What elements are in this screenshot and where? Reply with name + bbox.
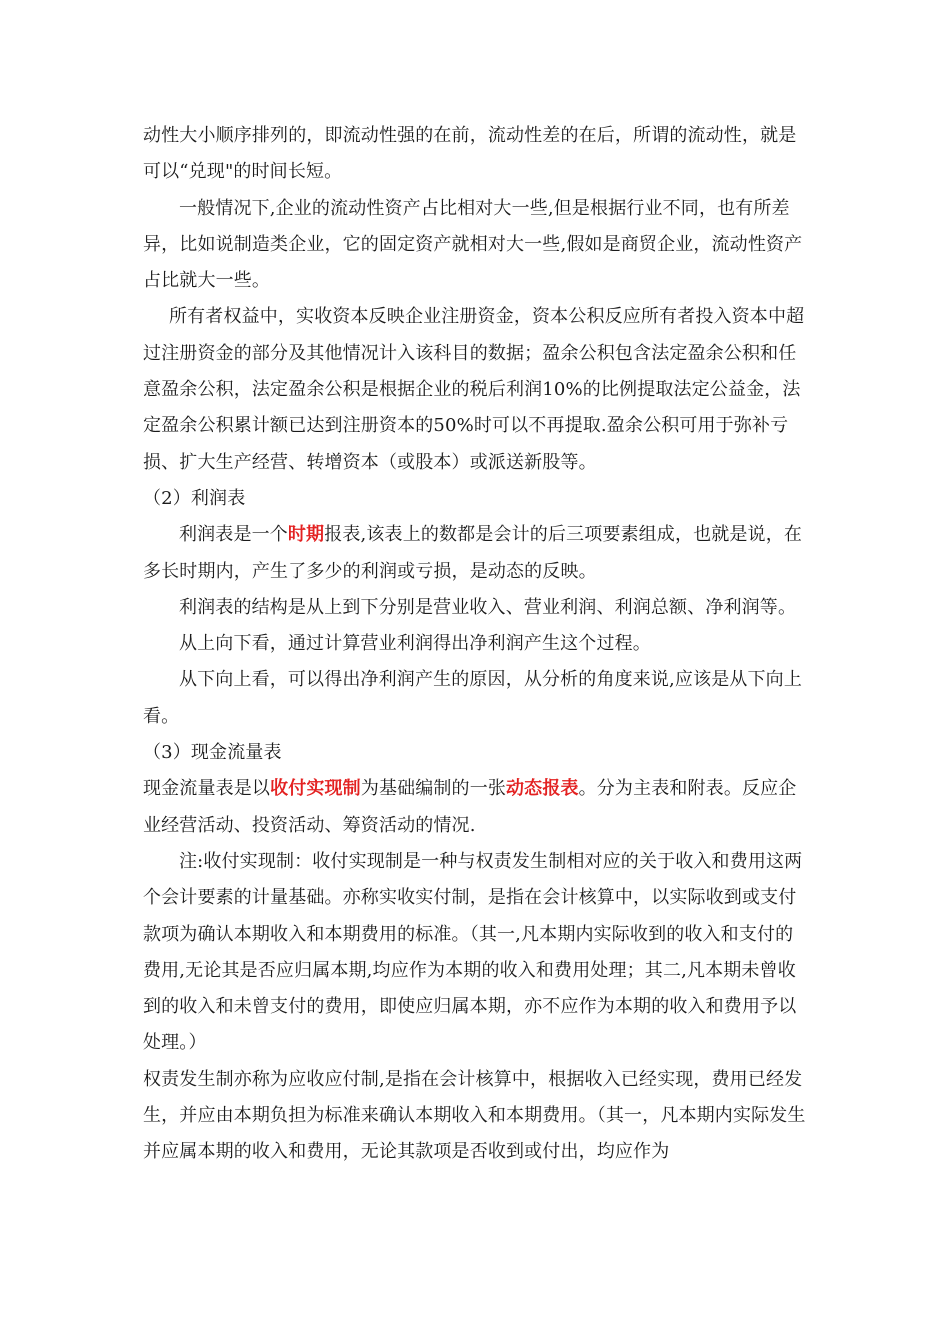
text-run: 利润表是一个 bbox=[179, 524, 288, 546]
text-run: 利润表的结构是从上到下分别是营业收入、营业利润、利润总额、净利润等。 bbox=[179, 596, 797, 618]
highlighted-term: 时期 bbox=[287, 524, 325, 546]
text-run: 现金流量表是以 bbox=[143, 778, 271, 800]
text-run: 权责发生制亦称为应收应付制,是指在会计核算中，根据收入已经实现，费用已经发生，并应由本期负担为标准来确认本期收入和本期费用。（其一，凡本期内实际发生并应属本期的收入和费用，无论其款项是否收到或付出，均应作为 bbox=[143, 1068, 806, 1163]
paragraph-p4 bbox=[143, 481, 811, 517]
paragraph-p12 bbox=[143, 1062, 811, 1171]
paragraph-p10 bbox=[143, 771, 811, 844]
text-run: 。分为主表和附表。反应企业经营活动、投资活动、筹资活动的情况. bbox=[143, 778, 797, 836]
text-run: （3）现金流量表 bbox=[143, 742, 282, 764]
paragraph-p5 bbox=[143, 517, 811, 590]
text-run: 从下向上看，可以得出净利润产生的原因，从分析的角度来说,应该是从下向上看。 bbox=[143, 669, 802, 727]
text-run: 一般情况下,企业的流动性资产占比相对大一些,但是根据行业不同，也有所差异，比如说制造类企业，它的固定资产就相对大一些,假如是商贸企业，流动性资产占比就大一些。 bbox=[143, 197, 803, 292]
paragraph-p6 bbox=[143, 590, 811, 626]
text-run: 报表,该表上的数都是会计的后三项要素组成，也就是说，在多长时期内，产生了多少的利润或亏损，是动态的反映。 bbox=[143, 524, 802, 582]
paragraph-p2 bbox=[143, 191, 811, 300]
paragraph-p9 bbox=[143, 735, 811, 771]
highlighted-term: 收付实现制 bbox=[270, 778, 361, 800]
paragraph-p8 bbox=[143, 662, 811, 735]
highlighted-term: 动态报表 bbox=[506, 778, 579, 800]
text-run: 动性大小顺序排列的，即流动性强的在前，流动性差的在后，所谓的流动性，就是可以“兑现"的时间长短。 bbox=[143, 125, 797, 183]
paragraph-p11 bbox=[143, 844, 811, 1062]
text-run: （2）利润表 bbox=[143, 487, 246, 509]
text-run: 所有者权益中，实收资本反映企业注册资金，资本公积反应所有者投入资本中超过注册资金的部分及其他情况计入该科目的数据；盈余公积包含法定盈余公积和任意盈余公积，法定盈余公积是根据企业的税后利润10%的比例提取法定公益金，法定盈余公积累计额已达到注册资本的50%时可以不再提取.盈余公积可用于弥补亏损、扩大生产经营、转增资本（或股本）或派送新股等。 bbox=[143, 306, 805, 473]
text-run: 注:收付实现制：收付实现制是一种与权责发生制相对应的关于收入和费用这两个会计要素的计量基础。亦称实收实付制，是指在会计核算中，以实际收到或支付款项为确认本期收入和本期费用的标准。（其一,凡本期内实际收到的收入和支付的费用,无论其是否应归属本期,均应作为本期的收入和费用处理；其二,凡本期未曾收到的收入和未曾支付的费用，即使应归属本期，亦不应作为本期的收入和费用予以处理。） bbox=[143, 850, 803, 1054]
paragraph-p1 bbox=[143, 118, 811, 191]
text-run: 为基础编制的一张 bbox=[360, 778, 507, 800]
text-run: 从上向下看，通过计算营业利润得出净利润产生这个过程。 bbox=[179, 633, 651, 655]
paragraph-p3 bbox=[143, 299, 811, 480]
paragraph-p7 bbox=[143, 626, 811, 662]
document-body bbox=[143, 118, 811, 1171]
